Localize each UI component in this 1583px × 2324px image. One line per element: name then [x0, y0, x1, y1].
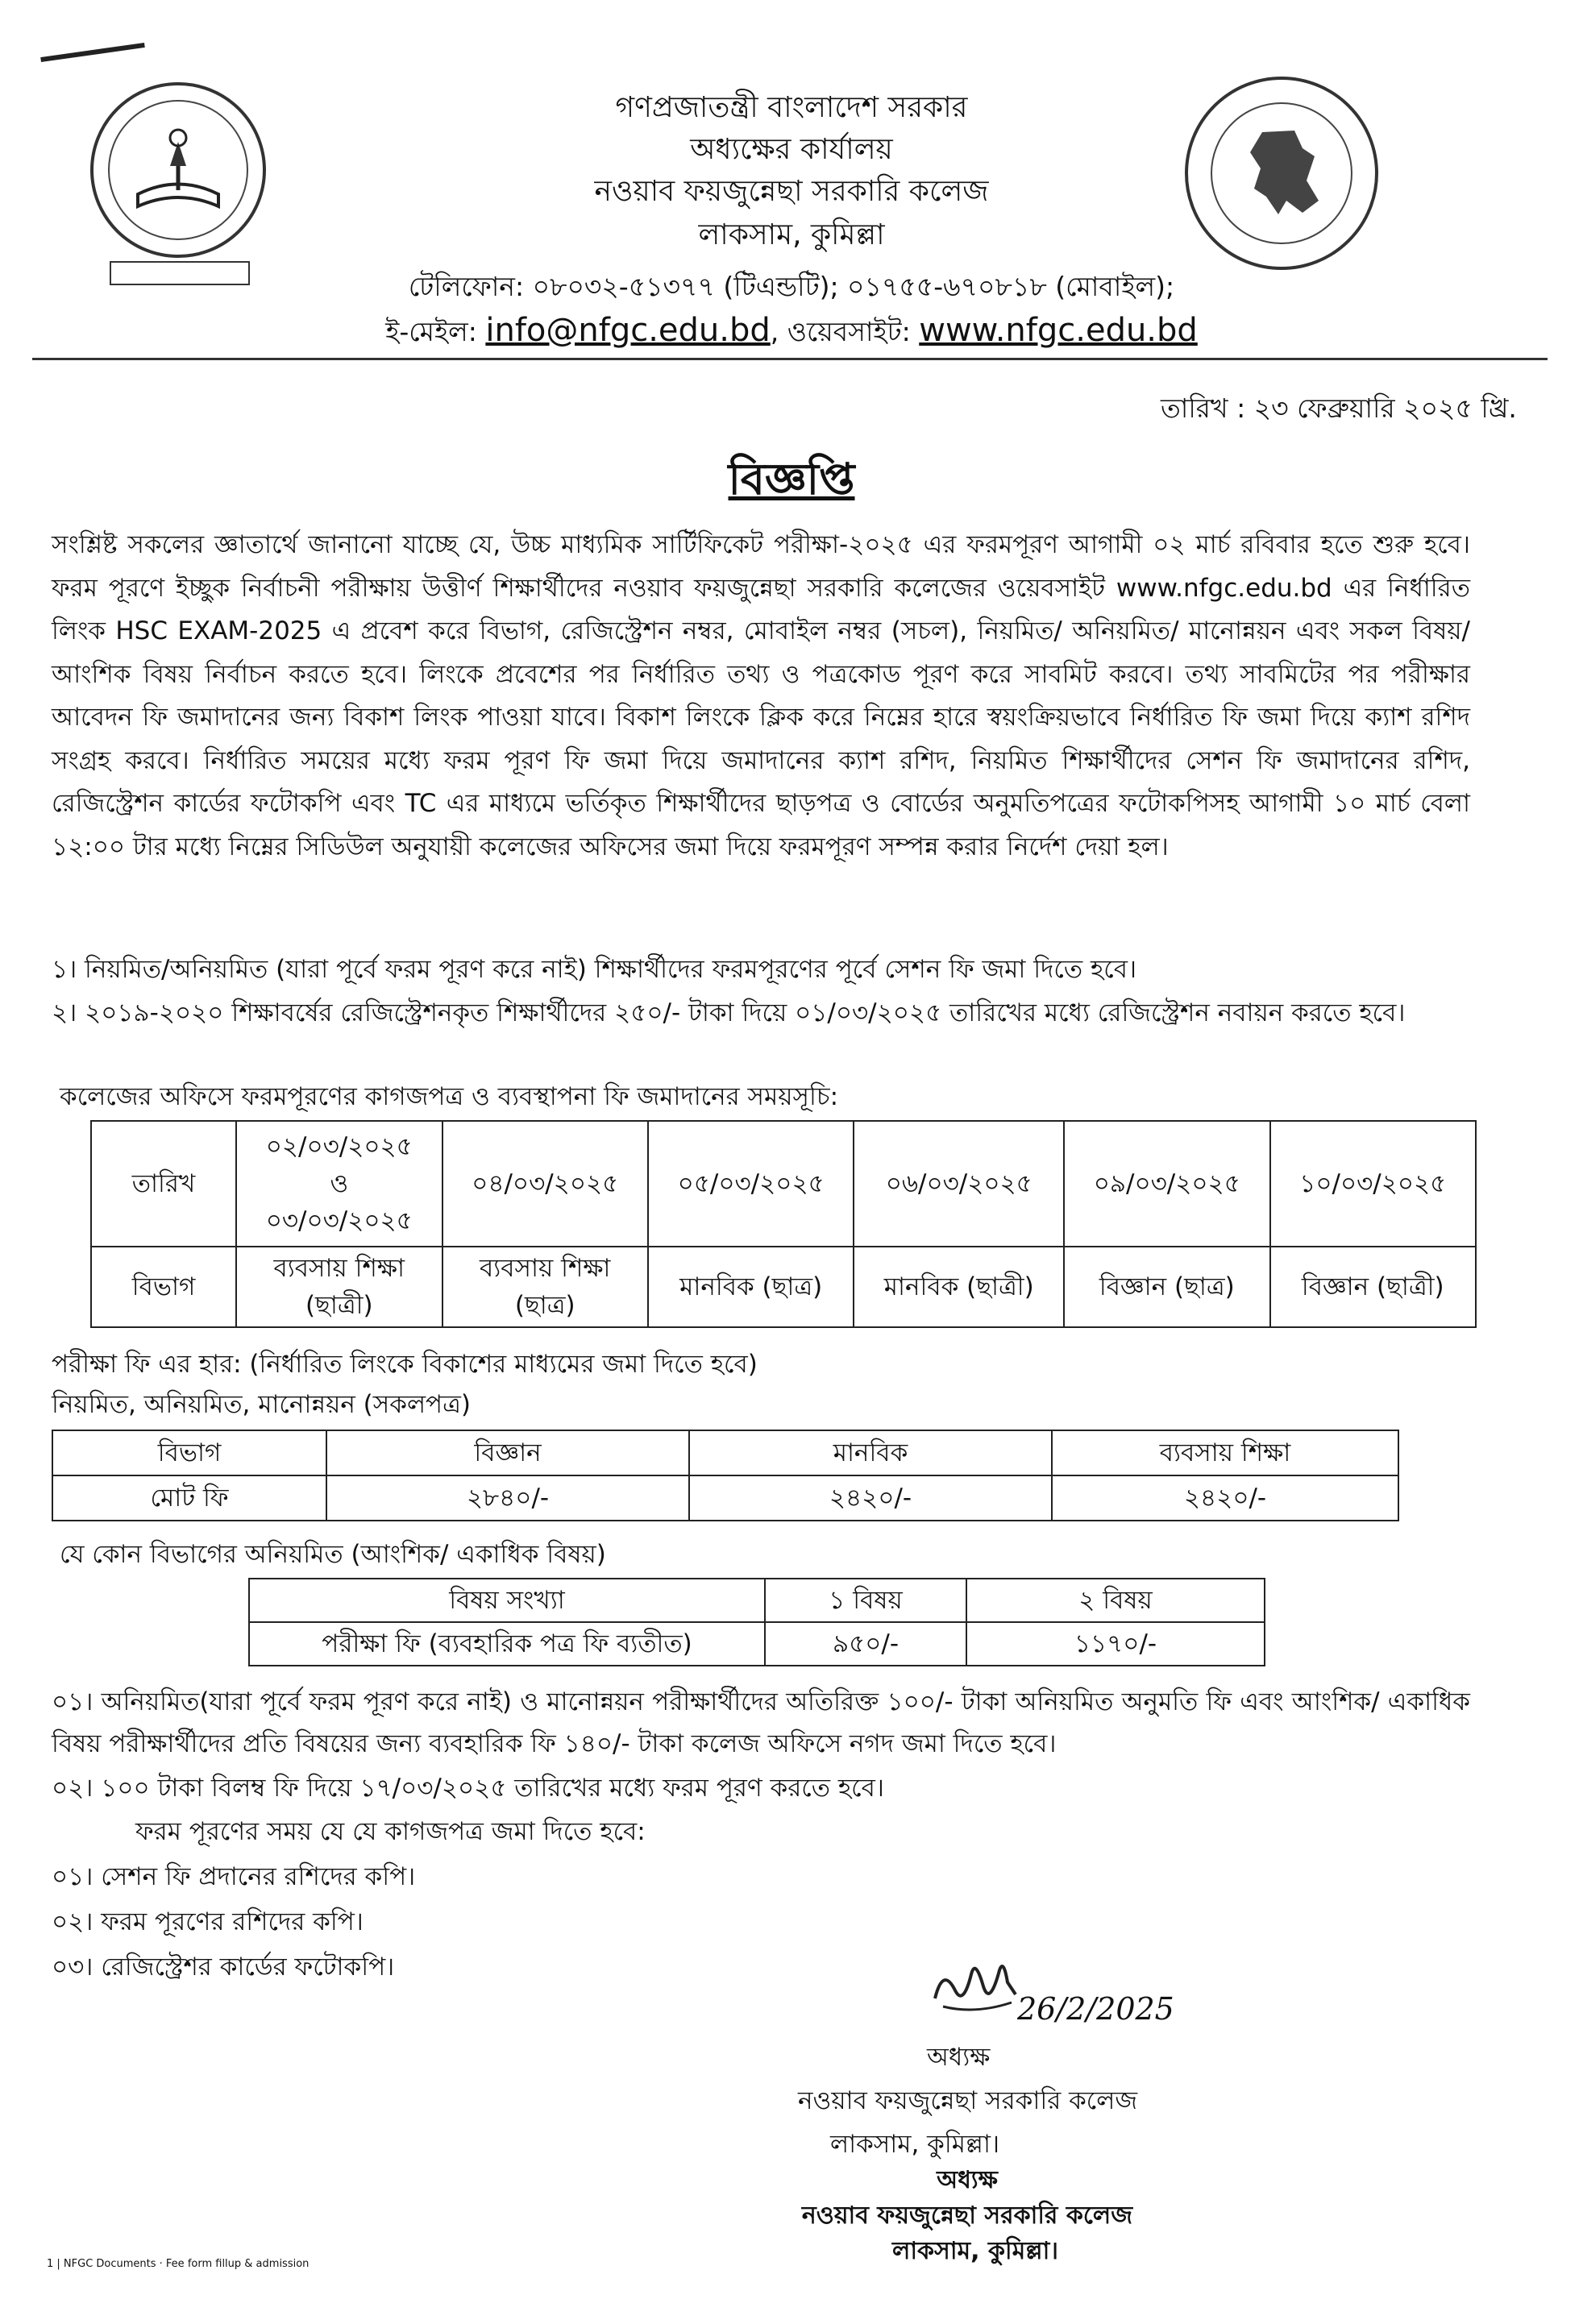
irregular-table-header [249, 1579, 1265, 1622]
college-name: নওয়াব ফয়জুন্নেছা সরকারি কলেজ [594, 175, 989, 208]
irregular-header-cell: ২ বিষয় [966, 1579, 1265, 1622]
irregular-header-cell: বিষয় সংখ্যা [249, 1579, 765, 1622]
schedule-date-cell: ০৯/০৩/২০২৫ [1064, 1121, 1269, 1247]
phone-line: টেলিফোন: ০৮০৩২-৫১৩৭৭ (টিএন্ডটি); ০১৭৫৫-৬৭০৮১৮ (মোবাইল); [408, 271, 1175, 302]
signature-designation: অধ্যক্ষ [927, 2043, 991, 2072]
schedule-date-cell: ১০/০৩/২০২৫ [1270, 1121, 1476, 1247]
schedule-dept-cell: বিজ্ঞান (ছাত্র) [1064, 1247, 1269, 1327]
stamp-line-1: অধ্যক্ষ [937, 2166, 998, 2194]
schedule-dept-cell: মানবিক (ছাত্র) [648, 1247, 854, 1327]
fee-header-cell: ব্যবসায় শিক্ষা [1052, 1430, 1398, 1475]
fee-header-cell: বিভাগ [52, 1430, 326, 1475]
schedule-heading: কলেজের অফিসে ফরমপূরণের কাগজপত্র ও ব্যবস্থাপনা ফি জমাদানের সময়সূচি: [60, 1082, 839, 1111]
website-link[interactable]: www.nfgc.edu.bd [919, 312, 1198, 349]
fee-heading: পরীক্ষা ফি এর হার: (নির্ধারিত লিংকে বিকাশের মাধ্যমের জমা দিতে হবে) [52, 1350, 758, 1379]
website-label: , ওয়েবসাইট: [770, 316, 911, 347]
email-label: ই-মেইল: [385, 316, 477, 347]
fee-subheading: নিয়মিত, অনিয়মিত, মানোন্নয়ন (সকলপত্র) [52, 1390, 471, 1419]
header-divider [32, 358, 1548, 360]
notice-date: তারিখ : ২৩ ফেব্রুয়ারি ২০২৫ খ্রি. [1161, 392, 1517, 424]
irregular-fee-2: ১১৭০/- [966, 1622, 1265, 1666]
fee-business: ২৪২০/- [1052, 1475, 1398, 1521]
signature-date: 26/2/2025 [1017, 1991, 1174, 2027]
college-location: লাকসাম, কুমিল্লা [698, 218, 885, 251]
doc-item: ০২। ফরম পূরণের রশিদের কপি। [52, 1907, 364, 1936]
footer-note: 1 | NFGC Documents · Fee form fillup & admission [47, 2258, 310, 2270]
note-1: ০১। অনিয়মিত(যারা পূর্বে ফরম পূরণ করে নাই) ও মানোন্নয়ন পরীক্ষার্থীদের অতিরিক্ত ১০০/- টাকা অনিয়মিত অনুমতি ফি এবং আংশিক/ একাধিক বিষয় পরীক্ষার্থীদের প্রতি বিষয়ের জন্য ব্যবহারিক ফি ১৪০/- টাকা কলেজ অফিসে নগদ জমা দিতে হবে। [52, 1687, 1470, 1758]
docs-heading: ফরম পূরণের সময় যে যে কাগজপত্র জমা দিতে হবে: [135, 1817, 646, 1846]
fee-science: ২৮৪০/- [326, 1475, 689, 1521]
email-link[interactable]: info@nfgc.edu.bd [485, 312, 771, 349]
signature-place: লাকসাম, কুমিল্লা। [830, 2130, 1000, 2159]
fee-humanities: ২৪২০/- [689, 1475, 1052, 1521]
fee-row-label: মোট ফি [52, 1475, 326, 1521]
schedule-dept-cell: ব্যবসায় শিক্ষা (ছাত্র) [442, 1247, 648, 1327]
fee-table-header [52, 1430, 1398, 1475]
govt-name: গণপ্রজাতন্ত্রী বাংলাদেশ সরকার [615, 91, 968, 124]
point-2: ২। ২০১৯-২০২০ শিক্ষাবর্ষের রেজিস্ট্রেশনকৃত শিক্ষার্থীদের ২৫০/- টাকা দিয়ে ০১/০৩/২০২৫ তারিখের মধ্যে রেজিস্ট্রেশন নবায়ন করতে হবে। [52, 998, 1406, 1027]
intro-paragraph: সংশ্লিষ্ট সকলের জ্ঞাতার্থে জানানো যাচ্ছে যে, উচ্চ মাধ্যমিক সার্টিফিকেট পরীক্ষা-২০২৫ এর ফরমপূরণ আগামী ০২ মার্চ রবিবার হতে শুরু হবে। ফরম পূরণে ইচ্ছুক নির্বাচনী পরীক্ষায় উত্তীর্ণ শিক্ষার্থীদের নওয়াব ফয়জুন্নেছা সরকারি কলেজের ওয়েবসাইট www.nfgc.edu.bd এর নির্ধারিত লিংক HSC EXAM-2025 এ প্রবেশ করে বিভাগ, রেজিস্ট্রেশন নম্বর, মোবাইল নম্বর (সচল), নিয়মিত/ অনিয়মিত/ মানোন্নয়ন এবং সকল বিষয়/ আংশিক বিষয় নির্বাচন করতে হবে। লিংকে প্রবেশের পর নির্ধারিত তথ্য ও পত্রকোড পূরণ করে সাবমিট করবে। তথ্য সাবমিটের পর পরীক্ষার আবেদন ফি জমাদানের জন্য বিকাশ লিংক পাওয়া যাবে। বিকাশ লিংকে ক্লিক করে নিম্নের হারে স্বয়ংক্রিয়ভাবে নির্ধারিত ফি জমা দিয়ে ক্যাশ রশিদ সংগ্রহ করবে। নির্ধারিত সময়ের মধ্যে ফরম পূরণ ফি জমা দিয়ে জমাদানের ক্যাশ রশিদ, নিয়মিত শিক্ষার্থীদের সেশন ফি জমাদানের রশিদ, রেজিস্ট্রেশন কার্ডের ফটোকপি এবং TC এর মাধ্যমে ভর্তিকৃত শিক্ষার্থীদের ছাড়পত্র ও বোর্ডের অনুমতিপত্রের ফটোকপিসহ আগামী ১০ মার্চ বেলা ১২:০০ টার মধ্যে নিম্নের সিডিউল অনুযায়ী কলেজের অফিসের জমা দিয়ে ফরমপূরণ সম্পন্ন করার নির্দেশ দেয়া হল। [52, 530, 1470, 861]
stamp-line-3: লাকসাম, কুমিল্লা। [891, 2237, 1059, 2265]
schedule-table [90, 1120, 1477, 1328]
schedule-date-label: তারিখ [91, 1121, 236, 1247]
schedule-dept-cell: মানবিক (ছাত্রী) [854, 1247, 1064, 1327]
irregular-header-cell: ১ বিষয় [765, 1579, 966, 1622]
fee-header-cell: বিজ্ঞান [326, 1430, 689, 1475]
point-1: ১। নিয়মিত/অনিয়মিত (যারা পূর্বে ফরম পূরণ করে নাই) শিক্ষার্থীদের ফরমপূরণের পূর্বে সেশন ফি জমা দিতে হবে। [52, 955, 1137, 984]
fee-header-cell: মানবিক [689, 1430, 1052, 1475]
doc-item: ০৩। রেজিস্ট্রেশর কার্ডের ফটোকপি। [52, 1953, 395, 1982]
email-web-line [0, 309, 1583, 353]
notice-title: বিজ্ঞপ্তি [728, 454, 855, 504]
signature-college: নওয়াব ফয়জুন্নেছা সরকারি কলেজ [798, 2086, 1138, 2115]
irregular-row-label: পরীক্ষা ফি (ব্যবহারিক পত্র ফি ব্যতীত) [249, 1622, 765, 1666]
schedule-dept-row [91, 1247, 1476, 1327]
fee-table [52, 1430, 1399, 1521]
schedule-date-cell: ০৫/০৩/২০২৫ [648, 1121, 854, 1247]
schedule-dept-label: বিভাগ [91, 1247, 236, 1327]
handwritten-signature [927, 1950, 1024, 2023]
fee-table-row [52, 1475, 1398, 1521]
scan-mark [40, 43, 145, 62]
office-name: অধ্যক্ষের কার্যালয় [690, 133, 893, 166]
schedule-dept-cell: বিজ্ঞান (ছাত্রী) [1270, 1247, 1476, 1327]
irregular-fee-table [248, 1578, 1265, 1666]
schedule-date-cell: ০২/০৩/২০২৫ ও ০৩/০৩/২০২৫ [236, 1121, 442, 1247]
stamp-line-2: নওয়াব ফয়জুন্নেছা সরকারি কলেজ [801, 2202, 1133, 2230]
schedule-date-cell: ০৬/০৩/২০২৫ [854, 1121, 1064, 1247]
note-2: ০২। ১০০ টাকা বিলম্ব ফি দিয়ে ১৭/০৩/২০২৫ তারিখের মধ্যে ফরম পূরণ করতে হবে। [52, 1774, 884, 1803]
schedule-date-cell: ০৪/০৩/২০২৫ [442, 1121, 648, 1247]
irregular-heading: যে কোন বিভাগের অনিয়মিত (আংশিক/ একাধিক বিষয়) [60, 1540, 606, 1569]
doc-item: ০১। সেশন ফি প্রদানের রশিদের কপি। [52, 1862, 416, 1891]
schedule-date-row [91, 1121, 1476, 1247]
irregular-table-row [249, 1622, 1265, 1666]
schedule-dept-cell: ব্যবসায় শিক্ষা (ছাত্রী) [236, 1247, 442, 1327]
irregular-fee-1: ৯৫০/- [765, 1622, 966, 1666]
